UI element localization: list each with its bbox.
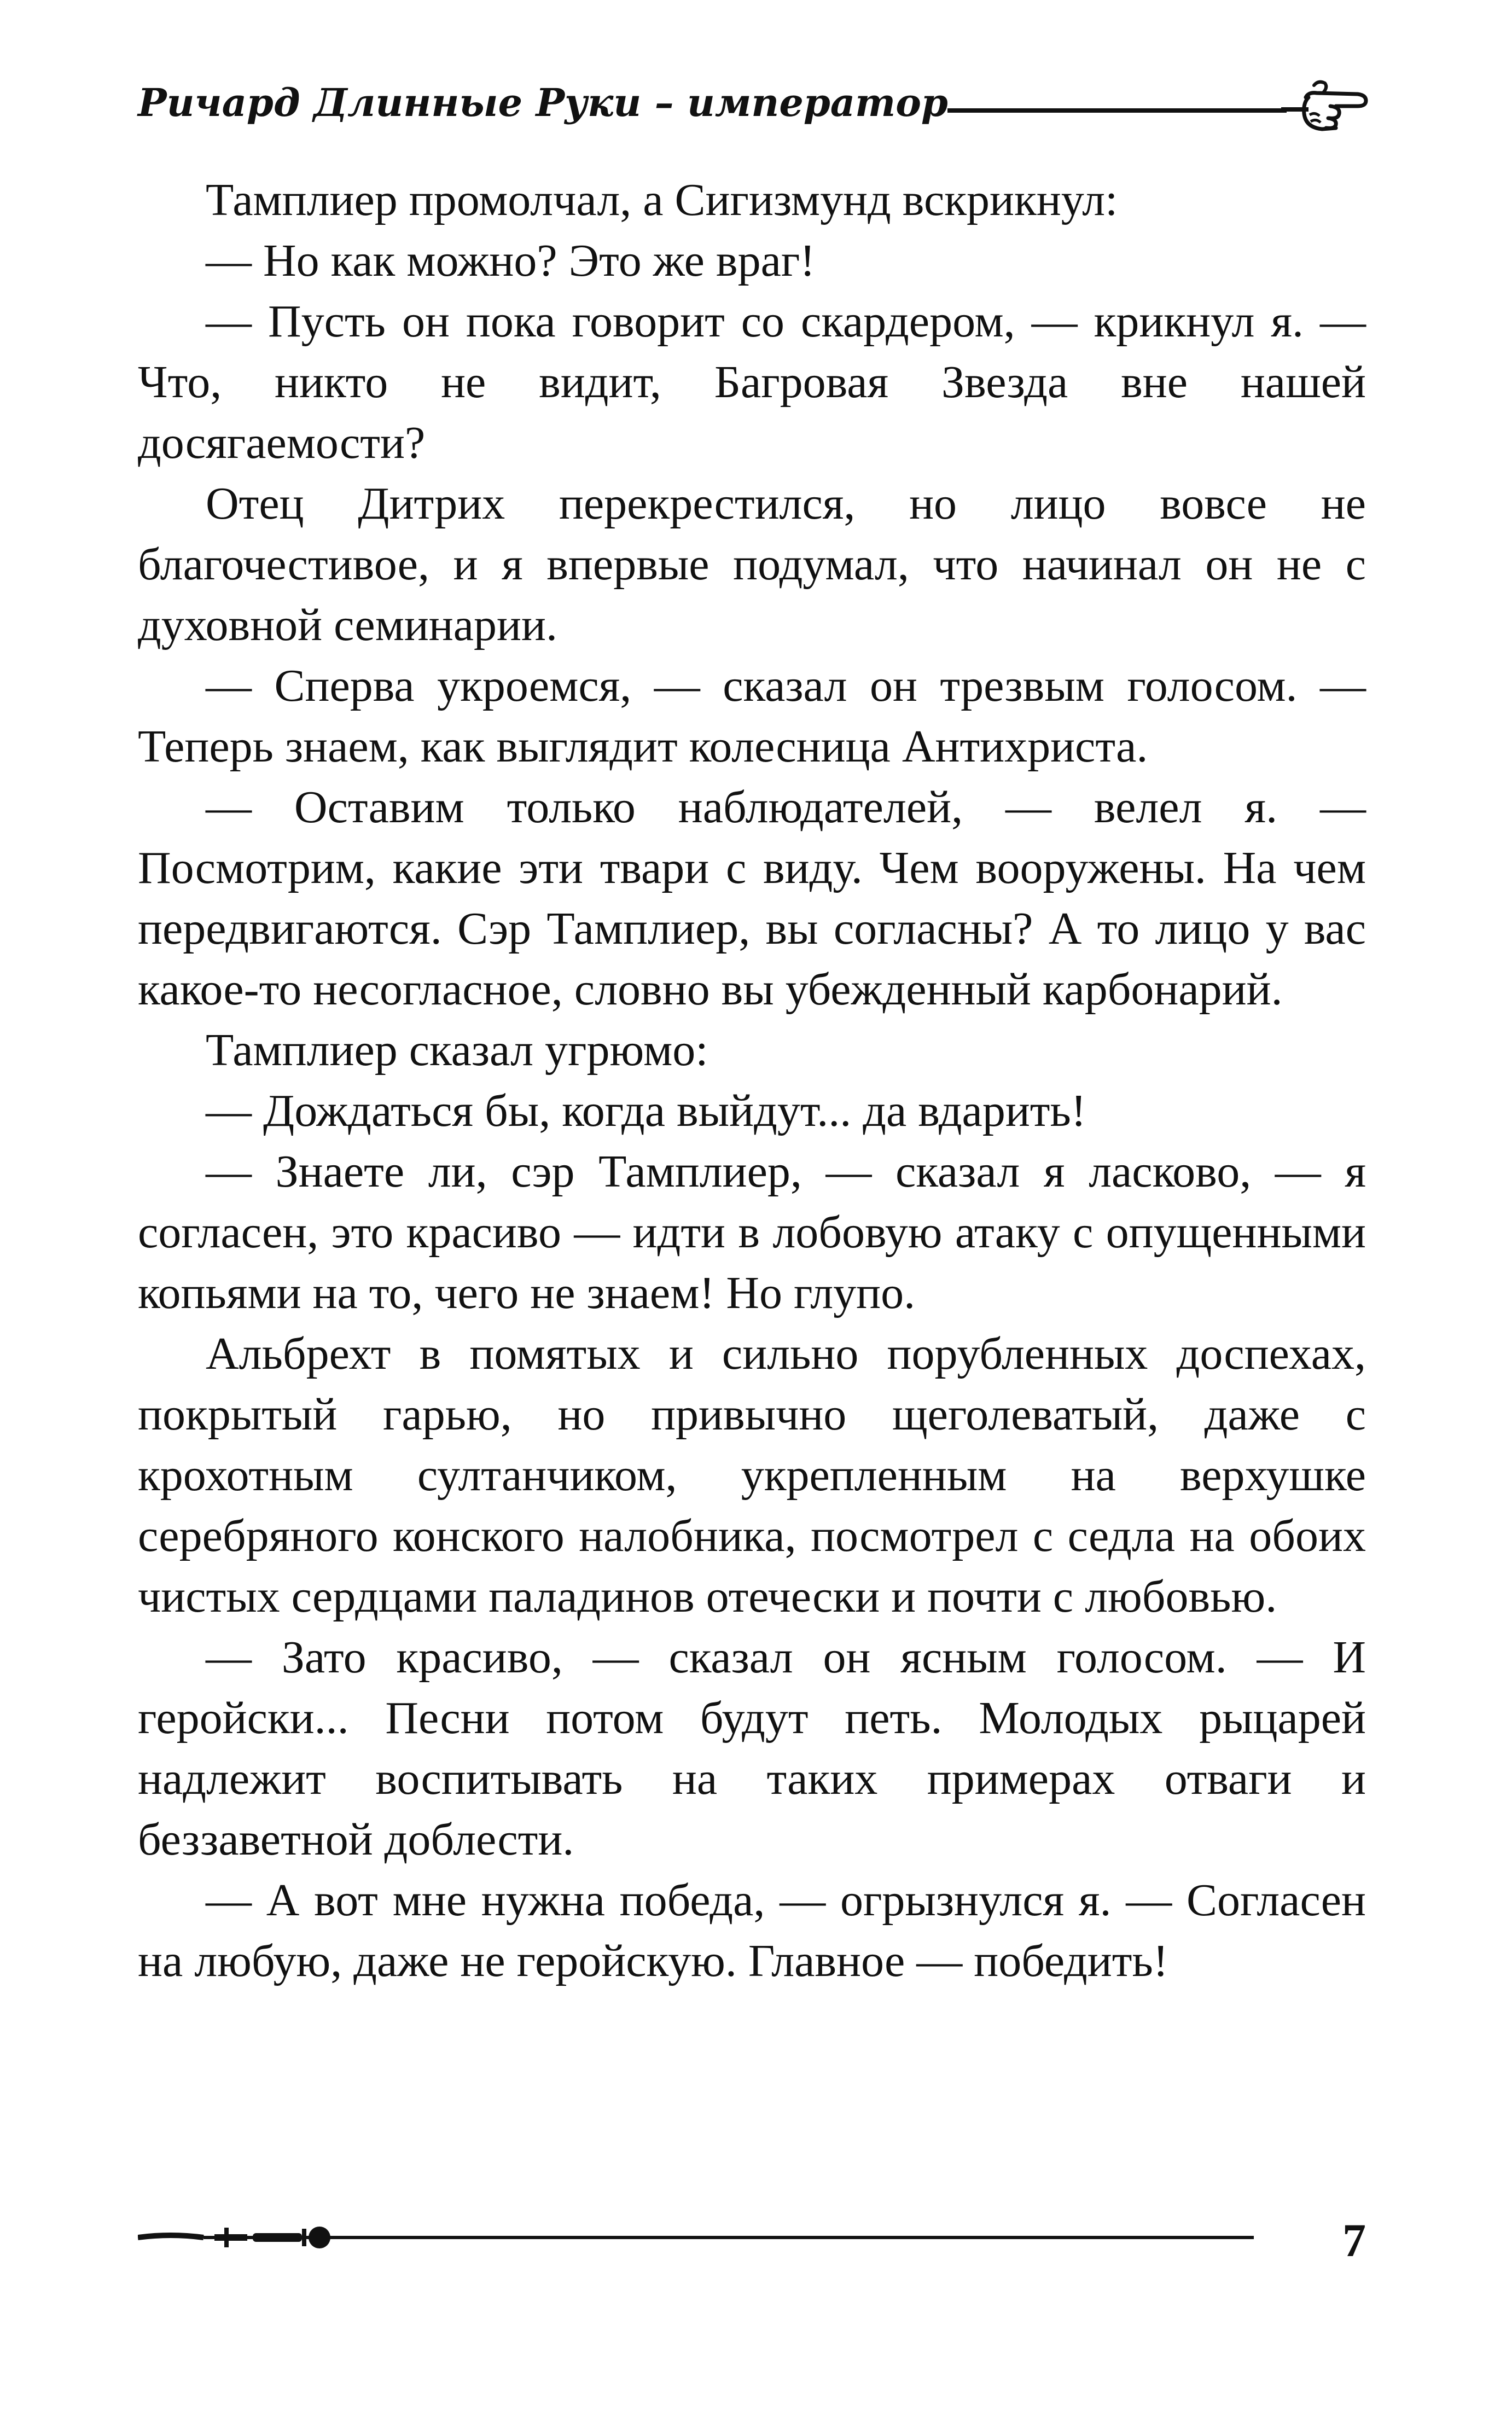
running-header — [138, 75, 1363, 152]
page-number: 7 — [1342, 2214, 1366, 2266]
paragraph: — Зато красиво, — сказал он ясным голосом. — И геройски... Песни потом будут петь. Молодых рыцарей надлежит воспитывать на таких примерах отваги и беззаветной доблести. — [138, 1632, 1366, 1865]
paragraph: — А вот мне нужна победа, — огрызнулся я. — Согласен на любую, даже не геройскую. Главное — победить! — [138, 1875, 1366, 1986]
paragraph: Тамплиер сказал угрюмо: — [206, 1025, 708, 1076]
paragraph: Альбрехт в помятых и сильно порубленных доспехах, покрытый гарью, но привычно щеголеватый, даже с крохотным султанчиком, укрепленным на верхушке серебряного конского налобника, посмотрел с седла на обоих чистых сердцами паладинов отечески и почти с любовью. — [138, 1328, 1366, 1622]
paragraph: Тамплиер промолчал, а Сигизмунд вскрикнул: — [206, 175, 1118, 225]
header-rule — [947, 108, 1287, 113]
paragraph: — Пусть он пока говорит со скардером, — крикнул я. — Что, никто не видит, Багровая Звезда вне нашей досягаемости? — [138, 296, 1366, 468]
running-title: Ричард Длинные Руки – император — [138, 80, 948, 125]
decorative-rule-ornament — [138, 2221, 1254, 2254]
body-text — [138, 170, 1366, 1991]
paragraph: — Но как можно? Это же враг! — [206, 235, 816, 286]
paragraph: — Оставим только наблюдателей, — велел я. — Посмотрим, какие эти твари с виду. Чем вооружены. На чем передвигаются. Сэр Тамплиер, вы согласны? А то лицо у вас какое-то несогласное, словно вы убежденный карбонарий. — [138, 782, 1366, 1015]
paragraph: — Знаете ли, сэр Тамплиер, — сказал я ласково, — я согласен, это красиво — идти в лобовую атаку с опущенными копьями на то, чего не знаем! Но глупо. — [138, 1146, 1366, 1318]
pointing-hand-icon — [1276, 75, 1374, 141]
paragraph: — Сперва укроемся, — сказал он трезвым голосом. — Теперь знаем, как выглядит колесница Антихриста. — [138, 660, 1366, 772]
page-footer — [138, 2216, 1366, 2270]
paragraph: — Дождаться бы, когда выйдут... да вдарить! — [206, 1085, 1086, 1136]
paragraph: Отец Дитрих перекрестился, но лицо вовсе не благочестивое, и я впервые подумал, что начинал он не с духовной семинарии. — [138, 478, 1366, 650]
